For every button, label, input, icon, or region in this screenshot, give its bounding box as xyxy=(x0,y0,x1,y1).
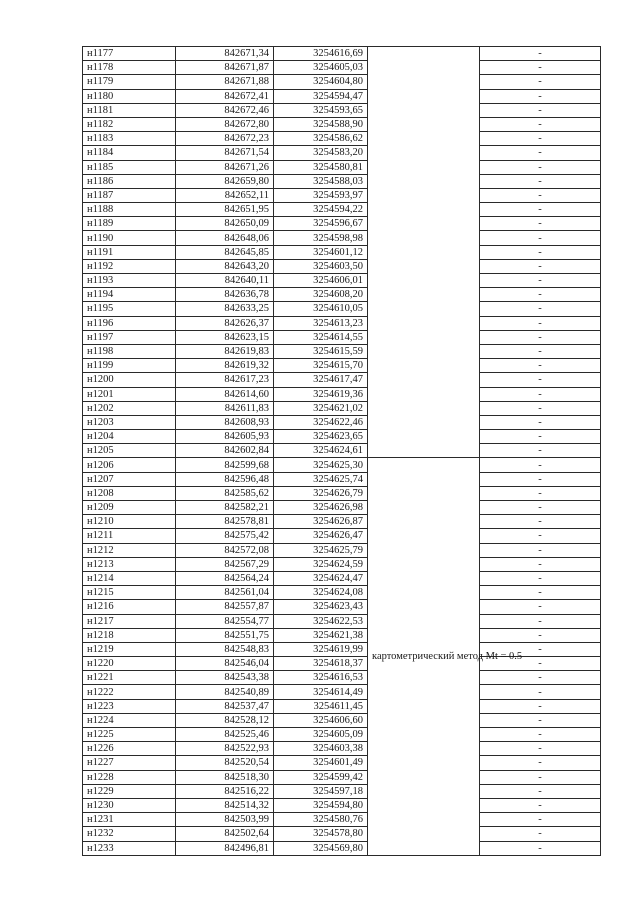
accuracy-cell: - xyxy=(480,543,601,557)
accuracy-cell: - xyxy=(480,288,601,302)
point-number-cell: н1182 xyxy=(83,117,176,131)
y-coordinate-cell: 3254601,12 xyxy=(274,245,368,259)
x-coordinate-cell: 842659,80 xyxy=(176,174,274,188)
y-coordinate-cell: 3254594,22 xyxy=(274,203,368,217)
accuracy-cell: - xyxy=(480,557,601,571)
x-coordinate-cell: 842623,15 xyxy=(176,330,274,344)
table-row xyxy=(83,614,601,628)
x-coordinate-cell: 842633,25 xyxy=(176,302,274,316)
x-coordinate-cell: 842671,87 xyxy=(176,61,274,75)
accuracy-cell: - xyxy=(480,103,601,117)
y-coordinate-cell: 3254594,80 xyxy=(274,798,368,812)
x-coordinate-cell: 842518,30 xyxy=(176,770,274,784)
y-coordinate-cell: 3254588,90 xyxy=(274,117,368,131)
point-number-cell: н1196 xyxy=(83,316,176,330)
x-coordinate-cell: 842619,83 xyxy=(176,344,274,358)
accuracy-cell: - xyxy=(480,770,601,784)
y-coordinate-cell: 3254625,79 xyxy=(274,543,368,557)
table-row xyxy=(83,117,601,131)
table-row xyxy=(83,387,601,401)
point-number-cell: н1185 xyxy=(83,160,176,174)
accuracy-cell: - xyxy=(480,146,601,160)
y-coordinate-cell: 3254613,23 xyxy=(274,316,368,330)
y-coordinate-cell: 3254622,53 xyxy=(274,614,368,628)
table-row xyxy=(83,188,601,202)
y-coordinate-cell: 3254615,59 xyxy=(274,344,368,358)
table-row xyxy=(83,430,601,444)
table-row xyxy=(83,529,601,543)
y-coordinate-cell: 3254618,37 xyxy=(274,657,368,671)
y-coordinate-cell: 3254598,98 xyxy=(274,231,368,245)
point-number-cell: н1215 xyxy=(83,586,176,600)
accuracy-cell: - xyxy=(480,515,601,529)
accuracy-cell: - xyxy=(480,217,601,231)
point-number-cell: н1227 xyxy=(83,756,176,770)
x-coordinate-cell: 842672,46 xyxy=(176,103,274,117)
x-coordinate-cell: 842525,46 xyxy=(176,728,274,742)
table-row xyxy=(83,728,601,742)
x-coordinate-cell: 842672,80 xyxy=(176,117,274,131)
table-row xyxy=(83,174,601,188)
point-number-cell: н1214 xyxy=(83,571,176,585)
accuracy-cell: - xyxy=(480,302,601,316)
y-coordinate-cell: 3254621,02 xyxy=(274,401,368,415)
point-number-cell: н1228 xyxy=(83,770,176,784)
point-number-cell: н1178 xyxy=(83,61,176,75)
y-coordinate-cell: 3254624,59 xyxy=(274,557,368,571)
point-number-cell: н1209 xyxy=(83,501,176,515)
table-row xyxy=(83,600,601,614)
x-coordinate-cell: 842540,89 xyxy=(176,685,274,699)
point-number-cell: н1202 xyxy=(83,401,176,415)
point-number-cell: н1212 xyxy=(83,543,176,557)
x-coordinate-cell: 842503,99 xyxy=(176,813,274,827)
y-coordinate-cell: 3254621,38 xyxy=(274,628,368,642)
accuracy-cell: - xyxy=(480,430,601,444)
point-number-cell: н1180 xyxy=(83,89,176,103)
point-number-cell: н1184 xyxy=(83,146,176,160)
point-number-cell: н1193 xyxy=(83,274,176,288)
x-coordinate-cell: 842528,12 xyxy=(176,713,274,727)
point-number-cell: н1226 xyxy=(83,742,176,756)
point-number-cell: н1223 xyxy=(83,699,176,713)
point-number-cell: н1203 xyxy=(83,415,176,429)
y-coordinate-cell: 3254586,62 xyxy=(274,132,368,146)
y-coordinate-cell: 3254580,81 xyxy=(274,160,368,174)
y-coordinate-cell: 3254603,50 xyxy=(274,259,368,273)
accuracy-cell: - xyxy=(480,501,601,515)
point-number-cell: н1213 xyxy=(83,557,176,571)
point-number-cell: н1200 xyxy=(83,373,176,387)
point-number-cell: н1229 xyxy=(83,784,176,798)
table-row xyxy=(83,557,601,571)
table-row xyxy=(83,160,601,174)
accuracy-cell: - xyxy=(480,756,601,770)
point-number-cell: н1205 xyxy=(83,444,176,458)
point-number-cell: н1199 xyxy=(83,359,176,373)
table-row xyxy=(83,359,601,373)
accuracy-cell: - xyxy=(480,628,601,642)
point-number-cell: н1183 xyxy=(83,132,176,146)
y-coordinate-cell: 3254622,46 xyxy=(274,415,368,429)
y-coordinate-cell: 3254624,08 xyxy=(274,586,368,600)
point-number-cell: н1216 xyxy=(83,600,176,614)
point-number-cell: н1225 xyxy=(83,728,176,742)
table-row xyxy=(83,259,601,273)
y-coordinate-cell: 3254593,97 xyxy=(274,188,368,202)
x-coordinate-cell: 842546,04 xyxy=(176,657,274,671)
accuracy-cell: - xyxy=(480,344,601,358)
accuracy-cell: - xyxy=(480,274,601,288)
y-coordinate-cell: 3254614,49 xyxy=(274,685,368,699)
table-row xyxy=(83,571,601,585)
point-number-cell: н1194 xyxy=(83,288,176,302)
accuracy-cell: - xyxy=(480,316,601,330)
x-coordinate-cell: 842643,20 xyxy=(176,259,274,273)
table-row xyxy=(83,146,601,160)
y-coordinate-cell: 3254593,65 xyxy=(274,103,368,117)
point-number-cell: н1197 xyxy=(83,330,176,344)
accuracy-cell: - xyxy=(480,89,601,103)
table-row xyxy=(83,288,601,302)
y-coordinate-cell: 3254614,55 xyxy=(274,330,368,344)
x-coordinate-cell: 842671,88 xyxy=(176,75,274,89)
table-row xyxy=(83,501,601,515)
table-row xyxy=(83,415,601,429)
accuracy-cell: - xyxy=(480,47,601,61)
accuracy-cell: - xyxy=(480,387,601,401)
table-row xyxy=(83,798,601,812)
x-coordinate-cell: 842572,08 xyxy=(176,543,274,557)
y-coordinate-cell: 3254610,05 xyxy=(274,302,368,316)
y-coordinate-cell: 3254626,79 xyxy=(274,486,368,500)
y-coordinate-cell: 3254606,60 xyxy=(274,713,368,727)
point-number-cell: н1233 xyxy=(83,841,176,855)
y-coordinate-cell: 3254569,80 xyxy=(274,841,368,855)
y-coordinate-cell: 3254583,20 xyxy=(274,146,368,160)
coordinates-table xyxy=(82,46,601,856)
point-number-cell: н1188 xyxy=(83,203,176,217)
x-coordinate-cell: 842502,64 xyxy=(176,827,274,841)
x-coordinate-cell: 842585,62 xyxy=(176,486,274,500)
accuracy-cell: - xyxy=(480,231,601,245)
y-coordinate-cell: 3254624,61 xyxy=(274,444,368,458)
x-coordinate-cell: 842614,60 xyxy=(176,387,274,401)
accuracy-cell: - xyxy=(480,586,601,600)
table-row xyxy=(83,770,601,784)
x-coordinate-cell: 842611,83 xyxy=(176,401,274,415)
table-row xyxy=(83,444,601,458)
x-coordinate-cell: 842671,26 xyxy=(176,160,274,174)
accuracy-cell: - xyxy=(480,472,601,486)
accuracy-cell: - xyxy=(480,160,601,174)
x-coordinate-cell: 842522,93 xyxy=(176,742,274,756)
table-row xyxy=(83,841,601,855)
table-row xyxy=(83,657,601,671)
x-coordinate-cell: 842514,32 xyxy=(176,798,274,812)
table-row xyxy=(83,671,601,685)
table-row xyxy=(83,458,601,472)
point-number-cell: н1231 xyxy=(83,813,176,827)
accuracy-cell: - xyxy=(480,657,601,671)
point-number-cell: н1189 xyxy=(83,217,176,231)
accuracy-cell: - xyxy=(480,245,601,259)
x-coordinate-cell: 842596,48 xyxy=(176,472,274,486)
table-row xyxy=(83,685,601,699)
y-coordinate-cell: 3254626,98 xyxy=(274,501,368,515)
point-number-cell: н1206 xyxy=(83,458,176,472)
point-number-cell: н1224 xyxy=(83,713,176,727)
table-row xyxy=(83,132,601,146)
x-coordinate-cell: 842582,21 xyxy=(176,501,274,515)
x-coordinate-cell: 842617,23 xyxy=(176,373,274,387)
table-row xyxy=(83,89,601,103)
x-coordinate-cell: 842543,38 xyxy=(176,671,274,685)
point-number-cell: н1190 xyxy=(83,231,176,245)
table-row xyxy=(83,543,601,557)
x-coordinate-cell: 842672,41 xyxy=(176,89,274,103)
accuracy-cell: - xyxy=(480,685,601,699)
x-coordinate-cell: 842619,32 xyxy=(176,359,274,373)
point-number-cell: н1230 xyxy=(83,798,176,812)
y-coordinate-cell: 3254588,03 xyxy=(274,174,368,188)
x-coordinate-cell: 842648,06 xyxy=(176,231,274,245)
accuracy-cell: - xyxy=(480,188,601,202)
accuracy-cell: - xyxy=(480,642,601,656)
x-coordinate-cell: 842564,24 xyxy=(176,571,274,585)
x-coordinate-cell: 842516,22 xyxy=(176,784,274,798)
y-coordinate-cell: 3254578,80 xyxy=(274,827,368,841)
accuracy-cell: - xyxy=(480,713,601,727)
accuracy-cell: - xyxy=(480,373,601,387)
accuracy-cell: - xyxy=(480,444,601,458)
table-row xyxy=(83,245,601,259)
y-coordinate-cell: 3254580,76 xyxy=(274,813,368,827)
table-row xyxy=(83,330,601,344)
x-coordinate-cell: 842537,47 xyxy=(176,699,274,713)
table-row xyxy=(83,742,601,756)
point-number-cell: н1179 xyxy=(83,75,176,89)
table-row xyxy=(83,628,601,642)
x-coordinate-cell: 842575,42 xyxy=(176,529,274,543)
table-row xyxy=(83,586,601,600)
y-coordinate-cell: 3254624,47 xyxy=(274,571,368,585)
x-coordinate-cell: 842651,95 xyxy=(176,203,274,217)
accuracy-cell: - xyxy=(480,415,601,429)
table-row xyxy=(83,784,601,798)
x-coordinate-cell: 842608,93 xyxy=(176,415,274,429)
table-row xyxy=(83,642,601,656)
x-coordinate-cell: 842551,75 xyxy=(176,628,274,642)
x-coordinate-cell: 842520,54 xyxy=(176,756,274,770)
table-row xyxy=(83,827,601,841)
x-coordinate-cell: 842567,29 xyxy=(176,557,274,571)
y-coordinate-cell: 3254604,80 xyxy=(274,75,368,89)
x-coordinate-cell: 842599,68 xyxy=(176,458,274,472)
table-row xyxy=(83,61,601,75)
point-number-cell: н1222 xyxy=(83,685,176,699)
accuracy-cell: - xyxy=(480,571,601,585)
accuracy-cell: - xyxy=(480,798,601,812)
accuracy-cell: - xyxy=(480,600,601,614)
table-row xyxy=(83,756,601,770)
accuracy-cell: - xyxy=(480,813,601,827)
x-coordinate-cell: 842561,04 xyxy=(176,586,274,600)
point-number-cell: н1232 xyxy=(83,827,176,841)
y-coordinate-cell: 3254608,20 xyxy=(274,288,368,302)
accuracy-cell: - xyxy=(480,486,601,500)
accuracy-cell: - xyxy=(480,330,601,344)
x-coordinate-cell: 842602,84 xyxy=(176,444,274,458)
point-number-cell: н1181 xyxy=(83,103,176,117)
x-coordinate-cell: 842496,81 xyxy=(176,841,274,855)
point-number-cell: н1191 xyxy=(83,245,176,259)
accuracy-cell: - xyxy=(480,827,601,841)
accuracy-cell: - xyxy=(480,728,601,742)
table-row xyxy=(83,75,601,89)
point-number-cell: н1208 xyxy=(83,486,176,500)
y-coordinate-cell: 3254594,47 xyxy=(274,89,368,103)
accuracy-cell: - xyxy=(480,784,601,798)
y-coordinate-cell: 3254605,03 xyxy=(274,61,368,75)
y-coordinate-cell: 3254626,47 xyxy=(274,529,368,543)
y-coordinate-cell: 3254625,30 xyxy=(274,458,368,472)
y-coordinate-cell: 3254623,43 xyxy=(274,600,368,614)
y-coordinate-cell: 3254619,36 xyxy=(274,387,368,401)
table-row xyxy=(83,515,601,529)
y-coordinate-cell: 3254626,87 xyxy=(274,515,368,529)
point-number-cell: н1177 xyxy=(83,47,176,61)
accuracy-cell: - xyxy=(480,259,601,273)
y-coordinate-cell: 3254606,01 xyxy=(274,274,368,288)
accuracy-cell: - xyxy=(480,203,601,217)
x-coordinate-cell: 842672,23 xyxy=(176,132,274,146)
table-row xyxy=(83,316,601,330)
accuracy-cell: - xyxy=(480,671,601,685)
accuracy-cell: - xyxy=(480,529,601,543)
point-number-cell: н1217 xyxy=(83,614,176,628)
accuracy-cell: - xyxy=(480,401,601,415)
method-cell-empty xyxy=(368,47,480,458)
point-number-cell: н1187 xyxy=(83,188,176,202)
accuracy-cell: - xyxy=(480,841,601,855)
x-coordinate-cell: 842626,37 xyxy=(176,316,274,330)
table-row xyxy=(83,713,601,727)
table-row xyxy=(83,486,601,500)
point-number-cell: н1186 xyxy=(83,174,176,188)
y-coordinate-cell: 3254599,42 xyxy=(274,770,368,784)
y-coordinate-cell: 3254596,67 xyxy=(274,217,368,231)
point-number-cell: н1198 xyxy=(83,344,176,358)
accuracy-cell: - xyxy=(480,359,601,373)
x-coordinate-cell: 842578,81 xyxy=(176,515,274,529)
point-number-cell: н1195 xyxy=(83,302,176,316)
table-row xyxy=(83,472,601,486)
accuracy-cell: - xyxy=(480,61,601,75)
y-coordinate-cell: 3254601,49 xyxy=(274,756,368,770)
y-coordinate-cell: 3254619,99 xyxy=(274,642,368,656)
x-coordinate-cell: 842652,11 xyxy=(176,188,274,202)
accuracy-cell: - xyxy=(480,117,601,131)
y-coordinate-cell: 3254625,74 xyxy=(274,472,368,486)
x-coordinate-cell: 842650,09 xyxy=(176,217,274,231)
x-coordinate-cell: 842636,78 xyxy=(176,288,274,302)
point-number-cell: н1220 xyxy=(83,657,176,671)
x-coordinate-cell: 842640,11 xyxy=(176,274,274,288)
accuracy-cell: - xyxy=(480,458,601,472)
y-coordinate-cell: 3254623,65 xyxy=(274,430,368,444)
point-number-cell: н1192 xyxy=(83,259,176,273)
method-note-cell: картометрический метод Mt = 0.5 xyxy=(368,458,480,855)
coordinates-table-body xyxy=(83,47,601,856)
y-coordinate-cell: 3254605,09 xyxy=(274,728,368,742)
table-row xyxy=(83,373,601,387)
table-row xyxy=(83,203,601,217)
accuracy-cell: - xyxy=(480,614,601,628)
y-coordinate-cell: 3254603,38 xyxy=(274,742,368,756)
point-number-cell: н1221 xyxy=(83,671,176,685)
point-number-cell: н1218 xyxy=(83,628,176,642)
table-row xyxy=(83,274,601,288)
x-coordinate-cell: 842605,93 xyxy=(176,430,274,444)
point-number-cell: н1204 xyxy=(83,430,176,444)
y-coordinate-cell: 3254597,18 xyxy=(274,784,368,798)
y-coordinate-cell: 3254611,45 xyxy=(274,699,368,713)
accuracy-cell: - xyxy=(480,75,601,89)
x-coordinate-cell: 842557,87 xyxy=(176,600,274,614)
point-number-cell: н1211 xyxy=(83,529,176,543)
accuracy-cell: - xyxy=(480,132,601,146)
x-coordinate-cell: 842645,85 xyxy=(176,245,274,259)
table-row xyxy=(83,217,601,231)
point-number-cell: н1201 xyxy=(83,387,176,401)
point-number-cell: н1207 xyxy=(83,472,176,486)
table-row xyxy=(83,813,601,827)
y-coordinate-cell: 3254616,69 xyxy=(274,47,368,61)
table-row xyxy=(83,401,601,415)
table-row xyxy=(83,231,601,245)
accuracy-cell: - xyxy=(480,742,601,756)
accuracy-cell: - xyxy=(480,174,601,188)
y-coordinate-cell: 3254617,47 xyxy=(274,373,368,387)
table-row xyxy=(83,344,601,358)
accuracy-cell: - xyxy=(480,699,601,713)
point-number-cell: н1210 xyxy=(83,515,176,529)
x-coordinate-cell: 842671,34 xyxy=(176,47,274,61)
point-number-cell: н1219 xyxy=(83,642,176,656)
x-coordinate-cell: 842671,54 xyxy=(176,146,274,160)
table-row xyxy=(83,103,601,117)
x-coordinate-cell: 842548,83 xyxy=(176,642,274,656)
table-row xyxy=(83,302,601,316)
y-coordinate-cell: 3254616,53 xyxy=(274,671,368,685)
y-coordinate-cell: 3254615,70 xyxy=(274,359,368,373)
table-row xyxy=(83,47,601,61)
x-coordinate-cell: 842554,77 xyxy=(176,614,274,628)
table-row xyxy=(83,699,601,713)
